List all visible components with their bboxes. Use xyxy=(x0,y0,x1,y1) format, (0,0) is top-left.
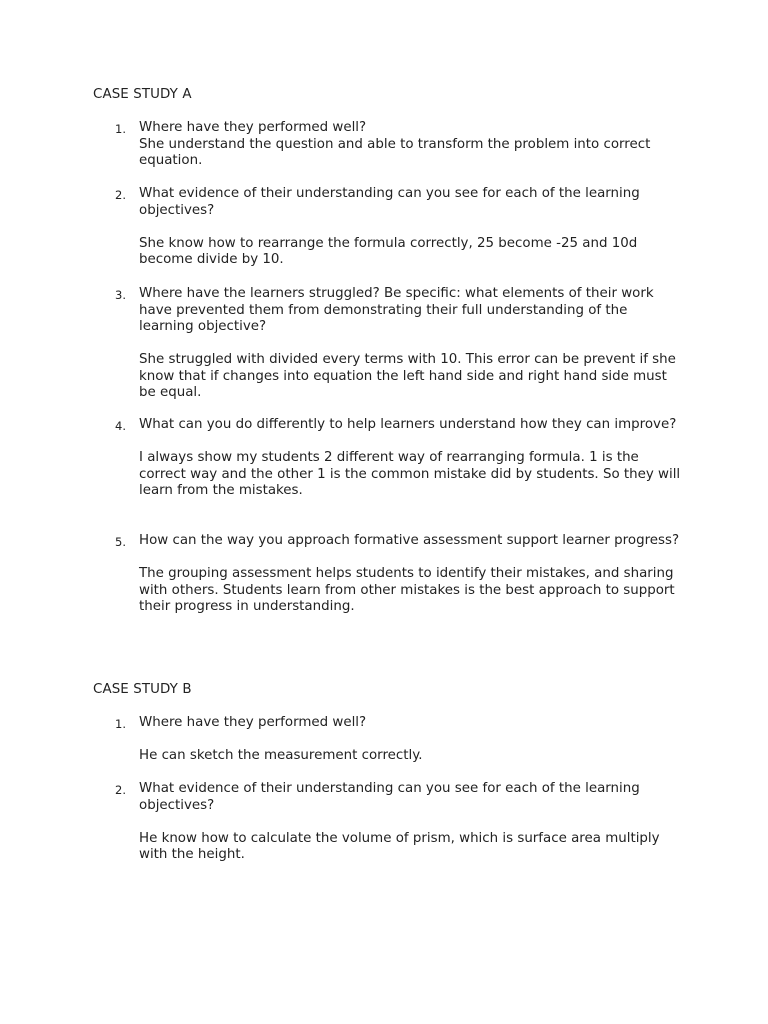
item-number: 1. xyxy=(115,122,126,136)
answer-text: She struggled with divided every terms with 10. This error can be prevent if she know that if changes into equation the left hand side and right hand side must be equal. xyxy=(139,352,676,400)
item-number: 2. xyxy=(115,188,126,202)
answer-text: The grouping assessment helps students to identify their mistakes, and sharing with others. Students learn from other mistakes is the best approach to support their progress in understanding. xyxy=(139,566,675,614)
case-study-b-heading: CASE STUDY B xyxy=(93,682,192,697)
question-text: How can the way you approach formative assessment support learner progress? xyxy=(139,533,680,548)
answer-text: She know how to rearrange the formula correctly, 25 become -25 and 10d become divide by 10. xyxy=(139,235,638,267)
item-number: 2. xyxy=(115,783,126,797)
item-number: 4. xyxy=(115,419,126,433)
item-number: 1. xyxy=(115,717,126,731)
item-number: 3. xyxy=(115,288,126,302)
answer-text: He can sketch the measurement correctly. xyxy=(139,748,423,763)
question-text: Where have they performed well? xyxy=(139,715,367,730)
question-text: Where have they performed well? xyxy=(139,120,367,135)
question-text: What evidence of their understanding can you see for each of the learning objectives? xyxy=(139,781,640,813)
case-study-a-heading: CASE STUDY A xyxy=(93,87,192,102)
question-text: What evidence of their understanding can you see for each of the learning objectives? xyxy=(139,186,640,218)
question-text: Where have the learners struggled? Be specific: what elements of their work have prevented them from demonstrating their full understanding of the learning objective? xyxy=(139,286,654,334)
question-text: What can you do differently to help learners understand how they can improve? xyxy=(139,417,677,432)
answer-text: I always show my students 2 different way of rearranging formula. 1 is the correct way and the other 1 is the common mistake did by students. So they will learn from the mistakes. xyxy=(139,450,681,498)
answer-text: He know how to calculate the volume of prism, which is surface area multiply with the height. xyxy=(139,830,660,862)
item-number: 5. xyxy=(115,535,126,549)
answer-text: She understand the question and able to transform the problem into correct equation. xyxy=(139,136,651,168)
